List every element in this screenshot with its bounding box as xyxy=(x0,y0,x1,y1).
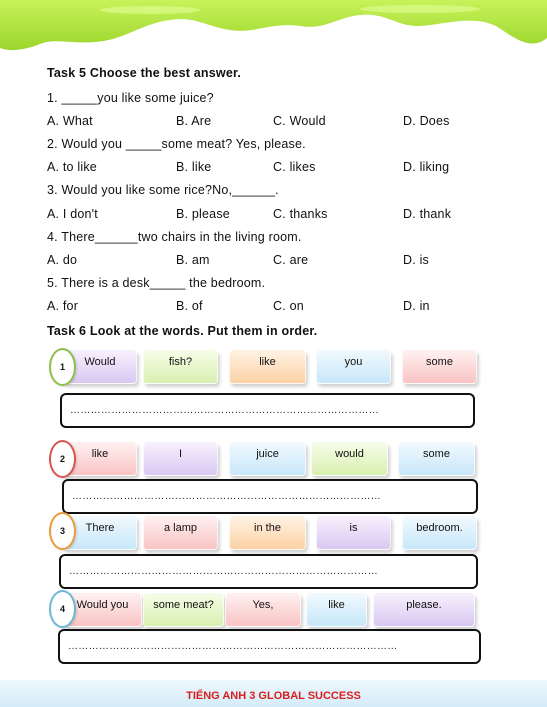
word-card[interactable]: some xyxy=(398,442,475,476)
task5-q4-option-d[interactable]: D. is xyxy=(403,253,429,267)
item-number-badge: 4 xyxy=(49,590,76,628)
word-card[interactable]: like xyxy=(63,442,137,476)
task5-q3-option-a[interactable]: A. I don't xyxy=(47,207,98,221)
word-card[interactable]: in the xyxy=(229,516,306,550)
footer-title: TIẾNG ANH 3 GLOBAL SUCCESS xyxy=(186,690,361,702)
task5-q4-option-a[interactable]: A. do xyxy=(47,253,78,267)
word-card[interactable]: like xyxy=(229,350,306,384)
task5-q2-option-a[interactable]: A. to like xyxy=(47,160,97,174)
answer-field[interactable]: ……………………………………………………………………………… xyxy=(62,479,478,514)
word-card[interactable]: would xyxy=(311,442,388,476)
answer-field[interactable]: ……………………………………………………………………………… xyxy=(59,554,478,589)
task5-question-1: 1. _____you like some juice? xyxy=(47,91,214,105)
task5-question-3: 3. Would you like some rice?No,______. xyxy=(47,183,279,197)
word-card[interactable]: fish? xyxy=(143,350,218,384)
task5-q1-option-c[interactable]: C. Would xyxy=(273,114,326,128)
item-number-badge: 2 xyxy=(49,440,76,478)
word-card[interactable]: bedroom. xyxy=(402,516,477,550)
task6-heading: Task 6 Look at the words. Put them in order. xyxy=(47,324,318,338)
task5-q5-option-c[interactable]: C. on xyxy=(273,299,304,313)
task5-q1-option-b[interactable]: B. Are xyxy=(176,114,212,128)
word-card[interactable]: is xyxy=(316,516,391,550)
word-card[interactable]: I xyxy=(143,442,218,476)
task5-q5-option-b[interactable]: B. of xyxy=(176,299,203,313)
word-card[interactable]: you xyxy=(316,350,391,384)
word-card[interactable]: please. xyxy=(373,593,475,627)
word-card[interactable]: Would you xyxy=(63,593,142,627)
word-card[interactable]: some meat? xyxy=(143,593,224,627)
answer-field[interactable]: …………………………………………………………………………………… xyxy=(58,629,481,664)
task5-question-2: 2. Would you _____some meat? Yes, please. xyxy=(47,137,306,151)
word-card[interactable]: There xyxy=(63,516,137,550)
word-card[interactable]: a lamp xyxy=(143,516,218,550)
answer-field[interactable]: ……………………………………………………………………………… xyxy=(60,393,475,428)
task5-q5-option-d[interactable]: D. in xyxy=(403,299,430,313)
word-card[interactable]: Would xyxy=(63,350,137,384)
task5-q2-option-d[interactable]: D. liking xyxy=(403,160,450,174)
task5-q5-option-a[interactable]: A. for xyxy=(47,299,79,313)
task5-q2-option-b[interactable]: B. like xyxy=(176,160,212,174)
task5-q3-option-d[interactable]: D. thank xyxy=(403,207,452,221)
word-card[interactable]: like xyxy=(306,593,367,627)
task5-q2-option-c[interactable]: C. likes xyxy=(273,160,316,174)
green-slime-header xyxy=(0,0,547,60)
word-card[interactable]: some xyxy=(402,350,477,384)
task5-q3-option-c[interactable]: C. thanks xyxy=(273,207,328,221)
task5-q4-option-c[interactable]: C. are xyxy=(273,253,309,267)
task5-q1-option-d[interactable]: D. Does xyxy=(403,114,450,128)
task5-heading: Task 5 Choose the best answer. xyxy=(47,66,242,80)
task5-q4-option-b[interactable]: B. am xyxy=(176,253,210,267)
item-number-badge: 3 xyxy=(49,512,76,550)
word-card[interactable]: Yes, xyxy=(225,593,301,627)
task5-question-4: 4. There______two chairs in the living room. xyxy=(47,230,302,244)
task5-q3-option-b[interactable]: B. please xyxy=(176,207,230,221)
task5-q1-option-a[interactable]: A. What xyxy=(47,114,93,128)
task5-question-5: 5. There is a desk_____ the bedroom. xyxy=(47,276,266,290)
word-card[interactable]: juice xyxy=(229,442,306,476)
item-number-badge: 1 xyxy=(49,348,76,386)
